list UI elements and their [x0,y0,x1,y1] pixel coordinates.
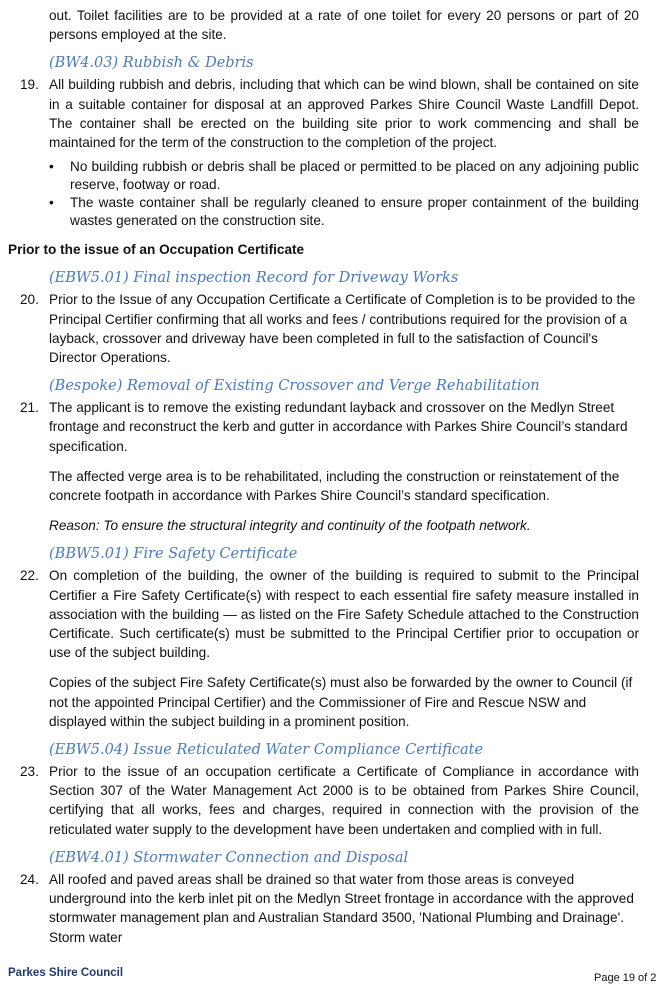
condition-heading: (EBW5.01) Final inspection Record for Driveway Works [49,270,459,287]
condition-number: 24. [20,871,39,887]
page-number: Page 19 of 2 [594,971,656,984]
condition-19 [20,75,639,230]
condition-number: 23. [20,764,39,780]
condition-text: On completion of the building, the owner of the building is required to submit to the Principal Certifier a Fire Safety Certificate(s) with respect to each essential fire safety measure installed in association with the building — as listed on the Fire Safety Schedule attached to the Construction Certificate. Such certificate(s) must be submitted to the Principal Certifier prior to occupation or use of the subject building. [49,568,639,661]
condition-paragraph: Copies of the subject Fire Safety Certificate(s) must also be forwarded by the owner to Council (if not the appointed Principal Certifier) and the Commissioner of Fire and Rescue NSW and displayed within the subject building in a prominent position. [49,675,633,729]
condition-reason [49,516,639,535]
condition-number: 19. [20,77,39,93]
section-heading: Prior to the issue of an Occupation Certificate [8,242,305,258]
condition-heading: (EBW5.04) Issue Reticulated Water Compliance Certificate [49,742,484,759]
condition-21 [20,398,639,535]
bullet-text: No building rubbish or debris shall be placed or permitted to be placed on any adjoining public reserve, footway or road. [70,159,639,193]
bullet-text: The waste container shall be regularly cleaned to ensure proper containment of the building wastes generated on the construction site. [70,195,639,229]
condition-23 [20,762,639,839]
condition-24 [20,870,639,947]
page-footer [0,965,656,995]
condition-heading: (Bespoke) Removal of Existing Crossover and Verge Rehabilitation [49,378,540,395]
bullet-list [49,158,639,230]
list-item: • No building rubbish or debris shall be placed or permitted to be placed on any adjoining public reserve, footway or road. [49,159,639,193]
condition-number: 22. [20,568,39,584]
condition-number: 20. [20,292,39,308]
condition-number: 21. [20,400,39,416]
reason-text: Reason: To ensure the structural integrity and continuity of the footpath network. [49,518,531,534]
condition-text: The applicant is to remove the existing redundant layback and crossover on the Medlyn Street frontage and reconstruct the kerb and gutter in accordance with Parkes Shire Council’s standard specification. [49,400,628,454]
condition-text: All building rubbish and debris, including that which can be wind blown, shall be contained on site in a suitable container for disposal at an approved Parkes Shire Council Waste Landfill Depot. The container shall be erected on the building site prior to work commencing and shall be maintained for the term of the construction to the completion of the project. [49,77,639,151]
condition-heading: (BW4.03) Rubbish & Debris [49,55,254,72]
condition-text: Prior to the issue of an occupation certificate a Certificate of Compliance in accordance with Section 307 of the Water Management Act 2000 is to be obtained from Parkes Shire Council, certifying that all works, fees and charges, required in connection with the provision of the reticulated water supply to the development have been undertaken and complied with in full. [49,764,639,837]
condition-heading: (EBW4.01) Stormwater Connection and Disposal [49,849,409,866]
condition-text: All roofed and paved areas shall be drained so that water from those areas is conveyed underground into the kerb inlet pit on the Medlyn Street frontage in accordance with the approved stormwater management plan and Australian Standard 3500, 'National Plumbing and Drainage'. Storm water [49,871,634,945]
condition-paragraph: The affected verge area is to be rehabilitated, including the construction or reinstatement of the concrete footpath in accordance with Parkes Shire Council’s standard specification. [49,468,620,504]
condition-22 [20,566,639,731]
continuation-paragraph: out. Toilet facilities are to be provided at a rate of one toilet for every 20 persons or part of 20 persons employed at the site. [49,8,639,43]
condition-text: Prior to the Issue of any Occupation Certificate a Certificate of Completion is to be provided to the Principal Certifier confirming that all works and fees / contributions required for the provision of a layback, crossover and driveway have been completed in full to the satisfaction of Council's Director Operations. [49,292,636,366]
list-item: • The waste container shall be regularly cleaned to ensure proper containment of the building wastes generated on the construction site. [49,195,639,229]
condition-20 [20,290,639,367]
condition-heading: (BBW5.01) Fire Safety Certificate [49,546,298,563]
footer-organisation: Parkes Shire Council [8,966,124,979]
